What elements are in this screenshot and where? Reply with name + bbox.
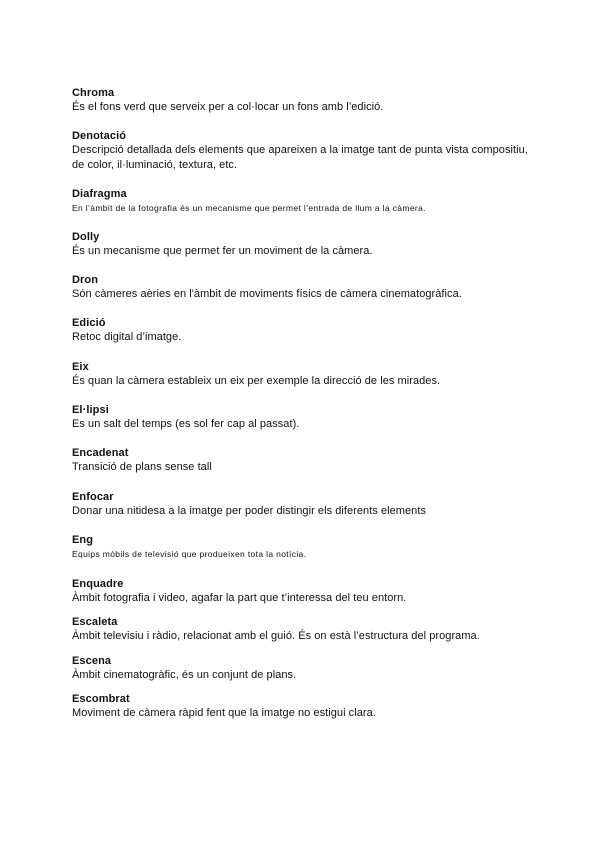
glossary-entry-enfocar: [72, 490, 542, 519]
glossary-entry-dolly: [72, 230, 542, 259]
glossary-term: Escaleta: [72, 616, 118, 628]
glossary-term: Enfocar: [72, 491, 114, 503]
glossary-definition: Transició de plans sense tall: [72, 461, 212, 473]
glossary-definition: Són càmeres aèries en l'àmbit de moviments físics de càmera cinematogràfica.: [72, 288, 462, 300]
glossary-term: Denotació: [72, 130, 127, 142]
glossary-term: Edició: [72, 317, 106, 329]
glossary-definition: Equips mòbils de televisió que produeixen tota la notícia.: [72, 549, 307, 559]
glossary-entry-escaleta: [72, 615, 542, 644]
glossary-term: Enquadre: [72, 578, 124, 590]
glossary-definition: Moviment de càmera ràpid fent que la imatge no estigui clara.: [72, 707, 376, 719]
glossary-term: Escena: [72, 655, 112, 667]
glossary-entry-diafragma: [72, 187, 542, 216]
glossary-term: Escombrat: [72, 693, 130, 705]
glossary-definition: És un mecanisme que permet fer un moviment de la càmera.: [72, 245, 373, 257]
glossary-term: Eix: [72, 361, 89, 373]
glossary-definition: És quan la càmera estableix un eix per exemple la direcció de les mirades.: [72, 375, 441, 387]
glossary-list: [72, 86, 542, 721]
glossary-definition: És el fons verd que serveix per a col·locar un fons amb l’edició.: [72, 101, 384, 113]
glossary-definition: Àmbit televisiu i ràdio, relacionat amb el guió. És on està l’estructura del programa.: [72, 630, 480, 642]
glossary-entry-denotacio: [72, 129, 542, 173]
glossary-entry-escena: [72, 654, 542, 683]
glossary-entry-encadenat: [72, 446, 542, 475]
glossary-entry-dron: [72, 273, 542, 302]
glossary-term: El·lipsi: [72, 404, 109, 416]
glossary-definition: Retoc digital d’imatge.: [72, 331, 182, 343]
glossary-definition: Descripció detallada dels elements que apareixen a la imatge tant de punta vista compositiu, de color, il·luminació, textura, etc.: [72, 144, 528, 171]
glossary-term: Encadenat: [72, 447, 129, 459]
glossary-term: Dron: [72, 274, 99, 286]
glossary-entry-edicio: [72, 316, 542, 345]
glossary-entry-escombrat: [72, 692, 542, 721]
glossary-term: Diafragma: [72, 188, 127, 200]
glossary-entry-chroma: [72, 86, 542, 115]
glossary-term: Eng: [72, 534, 94, 546]
glossary-term: Chroma: [72, 87, 115, 99]
glossary-entry-eng: [72, 533, 542, 562]
glossary-definition: Donar una nitidesa a la imatge per poder distingir els diferents elements: [72, 505, 427, 517]
glossary-term: Dolly: [72, 231, 100, 243]
glossary-entry-ellipsi: [72, 403, 542, 432]
glossary-definition: Es un salt del temps (es sol fer cap al passat).: [72, 418, 300, 430]
glossary-definition: Àmbit cinematogràfic, és un conjunt de plans.: [72, 669, 297, 681]
glossary-entry-enquadre: [72, 577, 542, 606]
glossary-entry-eix: [72, 360, 542, 389]
glossary-definition: Àmbit fotografia i video, agafar la part que t’interessa del teu entorn.: [72, 592, 407, 604]
glossary-definition: En l’àmbit de la fotografia és un mecanisme que permet l’entrada de llum a la càmera.: [72, 203, 426, 213]
